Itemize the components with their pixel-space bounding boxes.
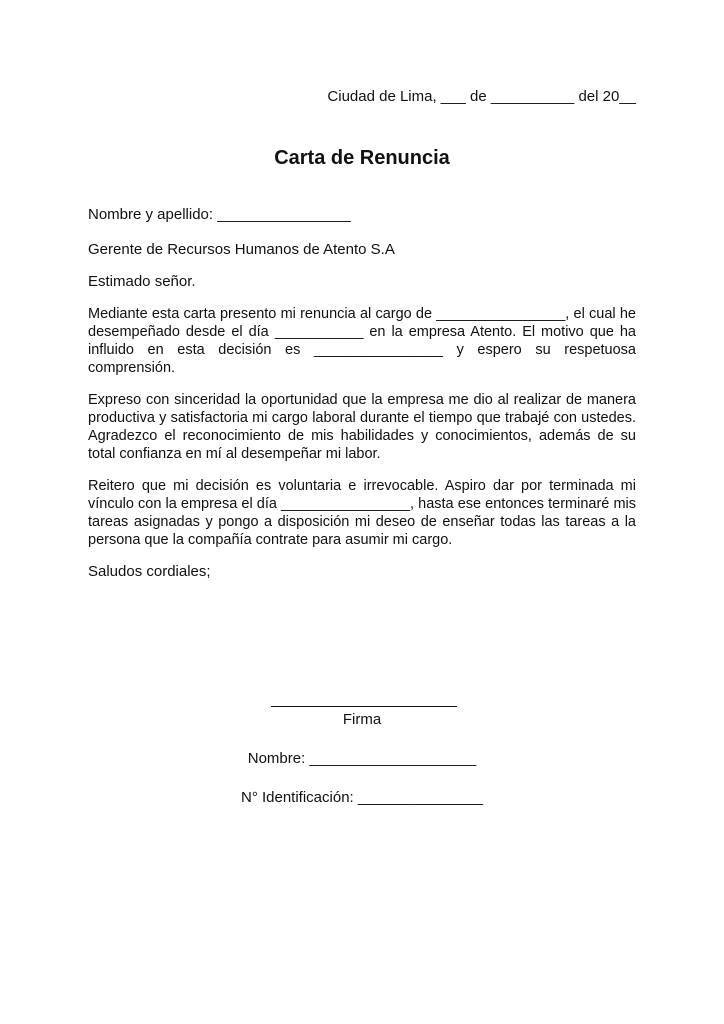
name-field: Nombre: ____________________ [247,750,477,767]
signature-line [271,706,457,707]
closing: Saludos cordiales; [88,563,211,580]
paragraph-gratitude: Expreso con sinceridad la oportunidad que la empresa me dio al realizar de manera productiva y satisfactoria mi cargo laboral durante el tiempo que trabajé con ustedes. Agradezco el reconocimiento de mis habilidades y conocimientos, además de su total confianza en mí al desempeñar mi labor. [88,392,636,462]
signature-label: Firma [342,711,382,728]
recipient-role: Gerente de Recursos Humanos de Atento S.A [88,241,395,258]
greeting: Estimado señor. [88,273,196,290]
recipient-name: Nombre y apellido: ________________ [88,206,351,223]
paragraph-resignation: Mediante esta carta presento mi renuncia al cargo de ________________, el cual he desempeñado desde el día ___________ en la empresa Atento. El motivo que ha influido en esta decisión es ________________ y espero su respetuosa comprensión. [88,306,636,376]
letter-title: Carta de Renuncia [274,147,450,169]
id-field: N° Identificación: _______________ [240,789,484,806]
dateline: Ciudad de Lima, ___ de __________ del 20__ [327,88,636,105]
paragraph-final-date: Reitero que mi decisión es voluntaria e irrevocable. Aspiro dar por terminada mi vínculo con la empresa el día ________________, hasta ese entonces terminaré mis tareas asignadas y pongo a disposición mi deseo de enseñar todas las tareas a la persona que la compañía contrate para asumir mi cargo. [88,478,636,548]
